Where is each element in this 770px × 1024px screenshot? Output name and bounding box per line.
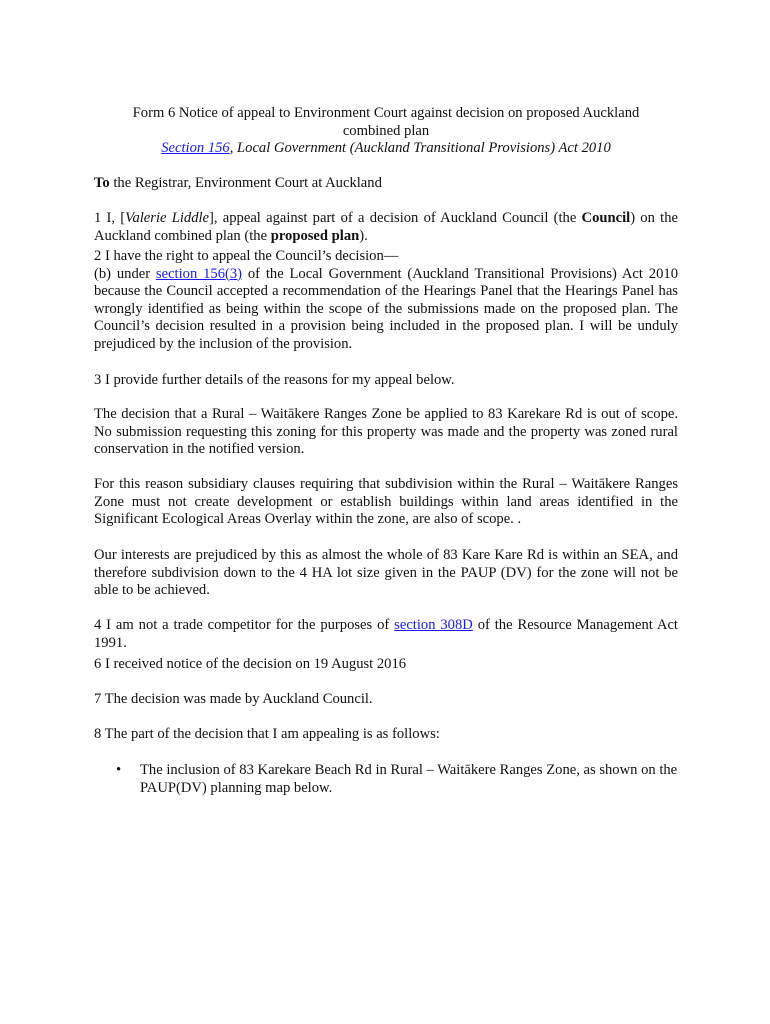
section-156-3-link[interactable]: section 156(3) xyxy=(155,265,243,282)
statute-name: , Local Government (Auckland Transitional Provisions) Act 2010 xyxy=(229,140,611,157)
addressee-text: the Registrar, Environment Court at Auckland xyxy=(109,175,382,191)
paragraph-decision: The decision that a Rural – Waitākere Ranges Zone be applied to 83 Karekare Rd is out of scope. No submission requesting this zoning for this property was made and the property was zoned rural conservation in the notified version. xyxy=(94,406,678,458)
p1-text-d: ). xyxy=(359,227,368,244)
p4-prefix: 4 I am not a trade competitor for the purposes of xyxy=(94,617,395,633)
p2-prefix: (b) under xyxy=(94,265,156,282)
form-title-line-1: Form 6 Notice of appeal to Environment Court against decision on proposed Auckland xyxy=(132,105,640,121)
addressee-to: To xyxy=(94,175,110,191)
form-title-line-2: combined plan xyxy=(342,122,430,139)
paragraph-3: 3 I provide further details of the reasons for my appeal below. xyxy=(94,372,455,388)
paragraph-interests: Our interests are prejudiced by this as almost the whole of 83 Kare Kare Rd is within an SEA, and therefore subdivision down to the 4 HA lot size given in the PAUP (DV) for the zone will not be able to be achieved. xyxy=(94,547,678,599)
paragraph-2 xyxy=(94,248,678,354)
paragraph-7: 7 The decision was made by Auckland Council. xyxy=(94,691,373,707)
section-308d-link[interactable]: section 308D xyxy=(394,617,473,633)
paragraph-4 xyxy=(94,617,678,652)
proposed-plan-term: proposed plan xyxy=(270,227,360,244)
p2-heading: 2 I have the right to appeal the Council’s decision— xyxy=(94,248,399,264)
appellant-name: Valerie Liddle xyxy=(125,210,210,226)
addressee xyxy=(94,175,678,193)
bullet-icon: • xyxy=(116,762,122,778)
p4-rest: of the Resource Management Act 1991. xyxy=(94,617,678,651)
p1-text-b: ], appeal against part of a decision of Auckland Council (the xyxy=(209,210,582,226)
paragraph-subsidiary: For this reason subsidiary clauses requiring that subdivision within the Rural – Waitākere Ranges Zone must not create development or establish buildings within land areas identified in the Significant Ecological Areas Overlay within the zone, are also of scope. . xyxy=(94,476,678,528)
p2-clause-b xyxy=(94,266,678,354)
p1-text-a: 1 I, [ xyxy=(94,210,126,226)
form-title xyxy=(94,105,678,158)
council-term: Council xyxy=(581,210,631,226)
form-title-statute xyxy=(94,140,678,158)
p1-text-c: ) on the Auckland combined plan (the xyxy=(94,210,678,244)
paragraph-6: 6 I received notice of the decision on 19 August 2016 xyxy=(94,656,407,672)
paragraph-8: 8 The part of the decision that I am appealing is as follows: xyxy=(94,726,440,742)
p2-body: of the Local Government (Auckland Transitional Provisions) Act 2010 because the Council accepted a recommendation of the Hearings Panel that the Hearings Panel has wrongly identified as being within the scope of the submissions made on the proposed plan. The Council’s decision resulted in a provision being included in the proposed plan. I will be unduly prejudiced by the inclusion of the provision. xyxy=(94,265,678,352)
paragraph-1 xyxy=(94,210,678,245)
bullet-text: The inclusion of 83 Karekare Beach Rd in Rural – Waitākere Ranges Zone, as shown on the PAUP(DV) planning map below. xyxy=(140,762,678,796)
section-156-link[interactable]: Section 156 xyxy=(161,140,230,157)
